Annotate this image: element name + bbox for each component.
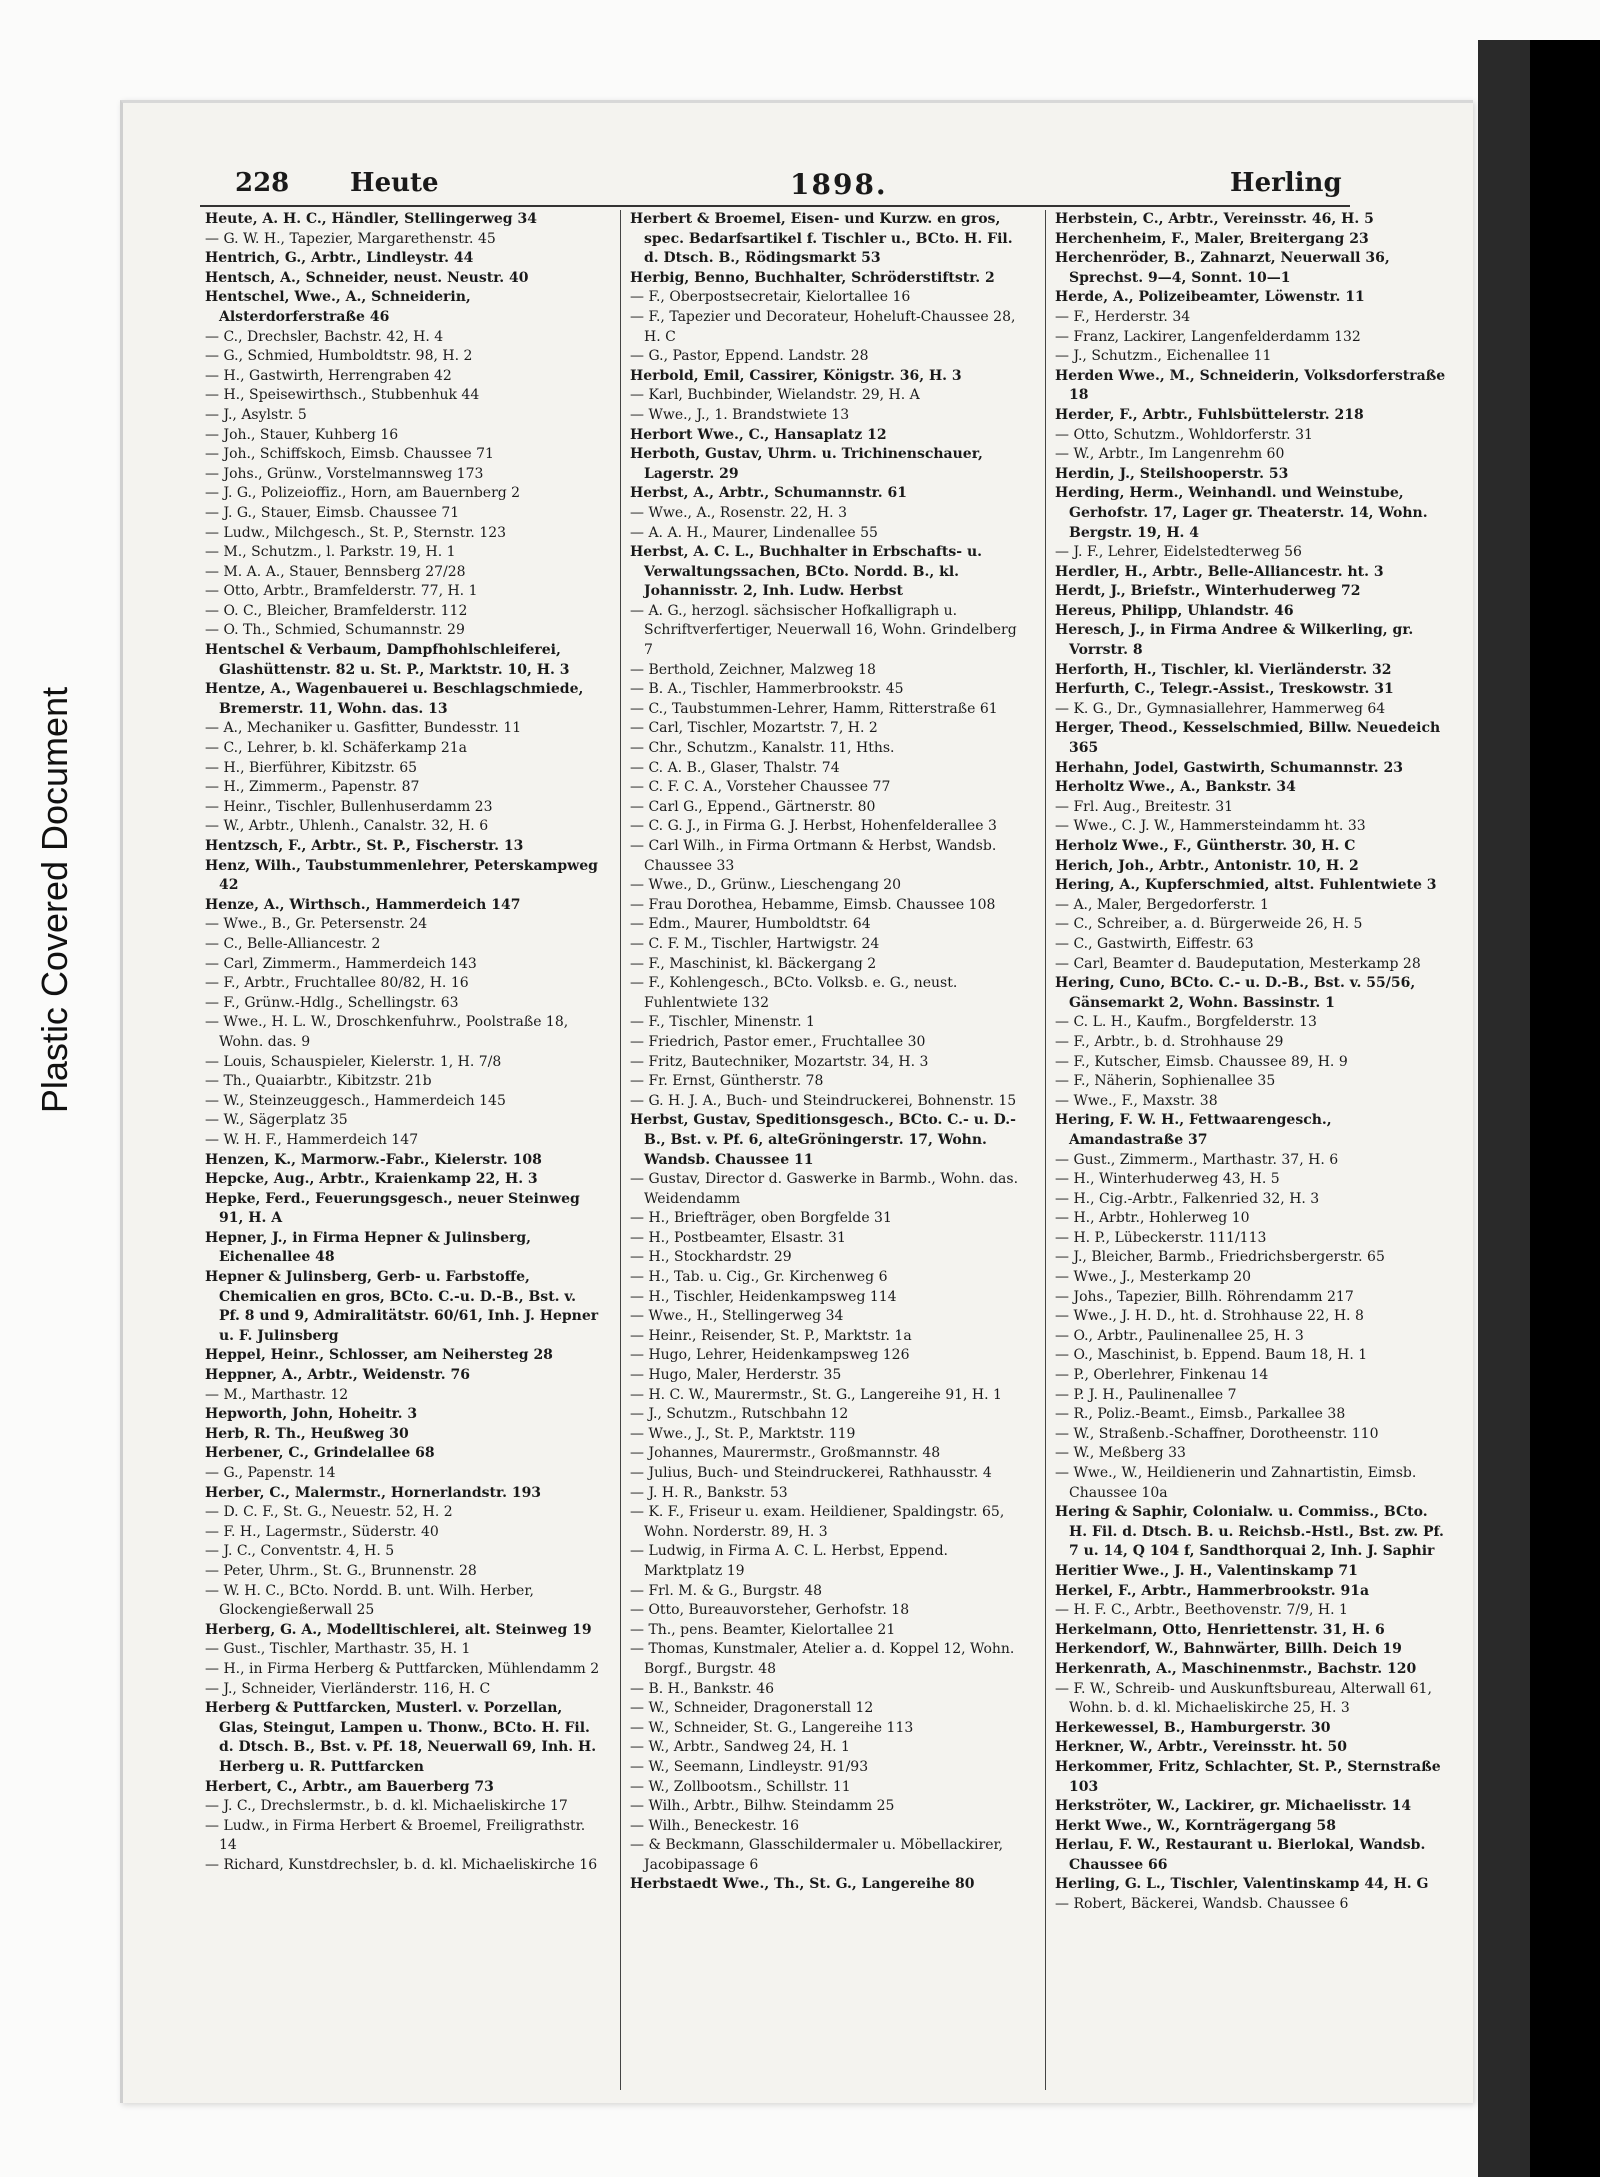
directory-entry: — H., Winterhuderweg 43, H. 5 [1055, 1171, 1280, 1188]
directory-entry: — H., Bierführer, Kibitzstr. 65 [205, 759, 418, 776]
directory-entry: — Ludw., Milchgesch., St. P., Sternstr. 123 [205, 524, 507, 541]
directory-entry: — C., Lehrer, b. kl. Schäferkamp 21a [205, 740, 468, 757]
directory-entry: — Friedrich, Pastor emer., Fruchtallee 30 [630, 1033, 926, 1050]
directory-entry: — Ludwig, in Firma A. C. L. Herbst, Eppend. Marktplatz 19 [630, 1543, 948, 1579]
directory-entry: — K. F., Friseur u. exam. Heildiener, Spaldingstr. 65, Wohn. Norderstr. 89, H. 3 [630, 1504, 1005, 1540]
directory-entry: — Carl G., Eppend., Gärtnerstr. 80 [630, 798, 876, 815]
directory-entry: Heresch, J., in Firma Andree & Wilkerling, gr. Vorrstr. 8 [1055, 622, 1414, 659]
directory-entry: Herlau, F. W., Restaurant u. Bierlokal, Wandsb. Chaussee 66 [1055, 1837, 1426, 1873]
directory-entry: Heppner, A., Arbtr., Weidenstr. 76 [205, 1367, 470, 1384]
directory-entry: Herding, Herm., Weinhandl. und Weinstube, Gerhofstr. 17, Lager gr. Theaterstr. 14, Wohn. Bergstr. 19, H. 4 [1055, 485, 1428, 541]
directory-entry: — M., Marthastr. 12 [205, 1386, 349, 1403]
directory-entry: — F., Arbtr., Fruchtallee 80/82, H. 16 [205, 975, 469, 992]
directory-entry: Herbst, A. C. L., Buchhalter in Erbschafts- u. Verwaltungssachen, BCto. Nordd. B., kl. Johannisstr. 2, Inh. Ludw. Herbst [630, 544, 982, 600]
directory-entry: — G., Schmied, Humboldtstr. 98, H. 2 [205, 348, 473, 365]
directory-entry: Herbst, Gustav, Speditionsgesch., BCto. C.- u. D.-B., Bst. v. Pf. 6, alteGröningerstr. 17, Wohn. Wandsb. Chaussee 11 [630, 1112, 1016, 1168]
directory-entry: — H., Stockhardstr. 29 [630, 1249, 792, 1266]
directory-entry: — Joh., Schiffskoch, Eimsb. Chaussee 71 [205, 446, 494, 463]
directory-entry: — C. F. M., Tischler, Hartwigstr. 24 [630, 935, 880, 952]
directory-entry: — G., Pastor, Eppend. Landstr. 28 [630, 348, 869, 365]
directory-entry: — Fritz, Bautechniker, Mozartstr. 34, H. 3 [630, 1053, 929, 1070]
directory-entry: Herholz Wwe., F., Güntherstr. 30, H. C [1055, 838, 1356, 854]
directory-entry: — M. A. A., Stauer, Bennsberg 27/28 [205, 563, 466, 580]
directory-entry: Hentzsch, F., Arbtr., St. P., Fischerstr. 13 [205, 838, 524, 854]
directory-entry: — Frl. Aug., Breitestr. 31 [1055, 798, 1234, 815]
directory-entry: Herkenrath, A., Maschinenmstr., Bachstr. 120 [1055, 1660, 1417, 1677]
directory-entry: — C., Schreiber, a. d. Bürgerweide 26, H. 5 [1055, 916, 1363, 933]
directory-entry: Hepner, J., in Firma Hepner & Julinsberg, Eichenallee 48 [205, 1229, 532, 1266]
directory-entry: Herling, G. L., Tischler, Valentinskamp 44, H. G [1055, 1876, 1429, 1893]
directory-entry: — Heinr., Tischler, Bullenhuserdamm 23 [205, 798, 493, 815]
directory-entry: Hereus, Philipp, Uhlandstr. 46 [1055, 602, 1294, 619]
directory-entry: — Johs., Grünw., Vorstelmannsweg 173 [205, 465, 484, 482]
directory-entry: — Th., pens. Beamter, Kielortallee 21 [630, 1621, 896, 1638]
directory-entry: Henzen, K., Marmorw.-Fabr., Kielerstr. 108 [205, 1151, 542, 1168]
directory-entry: Hering, A., Kupferschmied, altst. Fuhlentwiete 3 [1055, 877, 1437, 894]
directory-entry: — O., Arbtr., Paulinenallee 25, H. 3 [1055, 1327, 1304, 1344]
directory-entry: — G. W. H., Tapezier, Margarethenstr. 45 [205, 230, 496, 247]
directory-entry: — H. F. C., Arbtr., Beethovenstr. 7/9, H. 1 [1055, 1602, 1348, 1619]
directory-entry: Herde, A., Polizeibeamter, Löwenstr. 11 [1055, 289, 1365, 306]
directory-entry: Hentsch, A., Schneider, neust. Neustr. 40 [205, 269, 529, 286]
directory-entry: — Hugo, Lehrer, Heidenkampsweg 126 [630, 1347, 910, 1364]
directory-entry: — Carl, Beamter d. Baudeputation, Mesterkamp 28 [1055, 955, 1421, 972]
column-divider [620, 210, 621, 2090]
directory-entry: — Fr. Ernst, Güntherstr. 78 [630, 1073, 824, 1090]
directory-entry: — J., Bleicher, Barmb., Friedrichsbergerstr. 65 [1055, 1249, 1385, 1266]
headword-left: Heute [350, 168, 439, 198]
directory-entry: — O. Th., Schmied, Schumannstr. 29 [205, 622, 465, 639]
directory-entry: Herich, Joh., Arbtr., Antonistr. 10, H. 2 [1055, 857, 1359, 874]
directory-entry: Herkt Wwe., W., Kornträgergang 58 [1055, 1817, 1336, 1834]
directory-entry: — W., Arbtr., Im Langenrehm 60 [1055, 446, 1285, 463]
column-divider [1045, 210, 1046, 2090]
directory-entry: Henze, A., Wirthsch., Hammerdeich 147 [205, 896, 521, 913]
directory-entry: — C., Gastwirth, Eiffestr. 63 [1055, 935, 1254, 952]
directory-entry: — Heinr., Reisender, St. P., Marktstr. 1a [630, 1327, 912, 1344]
directory-entry: Hering, Cuno, BCto. C.- u. D.-B., Bst. v. 55/56, Gänsemarkt 2, Wohn. Bassinstr. 1 [1055, 975, 1416, 1011]
directory-entry: — F., Kutscher, Eimsb. Chaussee 89, H. 9 [1055, 1053, 1348, 1070]
directory-entry: — H., in Firma Herberg & Puttfarcken, Mühlendamm 2 [205, 1660, 600, 1677]
directory-entry: — J., Schutzm., Rutschbahn 12 [630, 1406, 849, 1423]
directory-entry: — Wwe., C. J. W., Hammersteindamm ht. 33 [1055, 818, 1366, 835]
directory-entry: Herberg & Puttfarcken, Musterl. v. Porzellan, Glas, Steingut, Lampen u. Thonw., BCto. H. Fil. d. Dtsch. B., Bst. v. Pf. 18, Neuerwall 69, Inh. H. Herberg u. R. Puttfarcken [205, 1700, 597, 1775]
directory-entry: — Wwe., H. L. W., Droschkenfuhrw., Poolstraße 18, Wohn. das. 9 [205, 1014, 569, 1050]
directory-entry: — Carl, Tischler, Mozartstr. 7, H. 2 [630, 720, 878, 737]
directory-entry: Herdin, J., Steilshooperstr. 53 [1055, 465, 1289, 482]
directory-entry: — C., Drechsler, Bachstr. 42, H. 4 [205, 328, 444, 345]
directory-entry: Herchenröder, B., Zahnarzt, Neuerwall 36, Sprechst. 9—4, Sonnt. 10—1 [1055, 250, 1390, 286]
directory-entry: — C. G. J., in Firma G. J. Herbst, Hohenfelderallee 3 [630, 818, 997, 835]
directory-entry: — Wwe., A., Rosenstr. 22, H. 3 [630, 504, 847, 521]
directory-entry: Herchenheim, F., Maler, Breitergang 23 [1055, 230, 1369, 247]
directory-entry: Hentschel & Verbaum, Dampfhohlschleiferei, Glashüttenstr. 82 u. St. P., Marktstr. 10, H. 3 [205, 642, 570, 678]
directory-entry: Herkewessel, B., Hamburgerstr. 30 [1055, 1719, 1331, 1736]
directory-entry: — W., Schneider, St. G., Langereihe 113 [630, 1719, 914, 1736]
directory-entry: — Frl. M. & G., Burgstr. 48 [630, 1582, 823, 1599]
directory-entry: — W., Arbtr., Uhlenh., Canalstr. 32, H. 6 [205, 818, 489, 835]
directory-entry: Hepke, Ferd., Feuerungsgesch., neuer Steinweg 91, H. A [205, 1190, 580, 1227]
directory-entry: — Hugo, Maler, Herderstr. 35 [630, 1367, 842, 1384]
directory-entry: Herkel, F., Arbtr., Hammerbrookstr. 91a [1055, 1582, 1370, 1599]
dark-margin [1530, 40, 1600, 2177]
directory-entry: — J. C., Conventstr. 4, H. 5 [205, 1543, 395, 1560]
directory-entry: — Gust., Tischler, Marthastr. 35, H. 1 [205, 1641, 471, 1658]
directory-entry: — Wwe., W., Heildienerin und Zahnartistin, Eimsb. Chaussee 10a [1055, 1465, 1417, 1501]
directory-entry: Herbig, Benno, Buchhalter, Schröderstiftstr. 2 [630, 269, 995, 286]
directory-entry: Heute, A. H. C., Händler, Stellingerweg 34 [205, 211, 537, 227]
directory-entry: Herbert & Broemel, Eisen- und Kurzw. en gros, spec. Bedarfsartikel f. Tischler u., BCto. H. Fil. d. Dtsch. B., Rödingsmarkt 53 [630, 211, 1013, 267]
directory-entry: — A. G., herzogl. sächsischer Hofkalligraph u. Schriftverfertiger, Neuerwall 16, Wohn. Grindelberg 7 [630, 602, 1017, 659]
directory-entry: Hering & Saphir, Colonialw. u. Commiss., BCto. H. Fil. d. Dtsch. B. u. Reichsb.-Hstl., Bst. zw. Pf. 7 u. 14, Q 104 f, Sandthorquai 2, Inh. J. Saphir [1055, 1504, 1444, 1560]
directory-entry: Herdt, J., Briefstr., Winterhuderweg 72 [1055, 583, 1361, 600]
directory-entry: Herb, R. Th., Heußweg 30 [205, 1425, 409, 1442]
directory-entry: — F., Herderstr. 34 [1055, 308, 1191, 325]
directory-entry: Herkströter, W., Lackirer, gr. Michaelisstr. 14 [1055, 1798, 1412, 1815]
directory-entry: — J. H. R., Bankstr. 53 [630, 1484, 788, 1501]
directory-entry: — H., Arbtr., Hohlerweg 10 [1055, 1210, 1250, 1227]
directory-entry: — H., Tab. u. Cig., Gr. Kirchenweg 6 [630, 1269, 888, 1286]
directory-entry: — Johannes, Maurermstr., Großmannstr. 48 [630, 1445, 941, 1462]
directory-entry: — W., Straßenb.-Schaffner, Dorotheenstr. 110 [1055, 1425, 1379, 1442]
directory-entry: — & Beckmann, Glasschildermaler u. Möbellackirer, Jacobipassage 6 [630, 1837, 1004, 1873]
directory-entry: — J. F., Lehrer, Eidelstedterweg 56 [1055, 544, 1302, 561]
directory-entry: — O., Maschinist, b. Eppend. Baum 18, H. 1 [1055, 1347, 1368, 1364]
directory-entry: — W., Zollbootsm., Schillstr. 11 [630, 1778, 851, 1795]
directory-entry: — Joh., Stauer, Kuhberg 16 [205, 426, 399, 443]
directory-entry: — P., Oberlehrer, Finkenau 14 [1055, 1367, 1269, 1384]
directory-entry: — Richard, Kunstdrechsler, b. d. kl. Michaeliskirche 16 [205, 1856, 598, 1873]
directory-entry: — F., Näherin, Sophienallee 35 [1055, 1073, 1276, 1090]
directory-column-3 [1055, 210, 1450, 2090]
directory-entry: — Gustav, Director d. Gaswerke in Barmb., Wohn. das. Weidendamm [630, 1171, 1019, 1207]
directory-entry: — D. C. F., St. G., Neuestr. 52, H. 2 [205, 1504, 453, 1521]
directory-entry: — W., Arbtr., Sandweg 24, H. 1 [630, 1739, 850, 1756]
directory-entry: — Carl, Zimmerm., Hammerdeich 143 [205, 955, 477, 972]
header-rule [200, 205, 1350, 207]
directory-entry: — A. A. H., Maurer, Lindenallee 55 [630, 524, 878, 541]
directory-entry: — J., Schutzm., Eichenallee 11 [1055, 348, 1272, 365]
directory-entry: — M., Schutzm., l. Parkstr. 19, H. 1 [205, 544, 456, 561]
directory-entry: — Franz, Lackirer, Langenfelderdamm 132 [1055, 328, 1361, 345]
directory-entry: Hentrich, G., Arbtr., Lindleystr. 44 [205, 250, 474, 267]
directory-entry: — Wilh., Beneckestr. 16 [630, 1817, 800, 1834]
directory-entry: Hentschel, Wwe., A., Schneiderin, Alsterdorferstraße 46 [205, 289, 471, 325]
directory-entry: — Otto, Schutzm., Wohldorferstr. 31 [1055, 426, 1313, 443]
directory-entry: — J. C., Drechslermstr., b. d. kl. Michaeliskirche 17 [205, 1798, 568, 1815]
directory-entry: — H., Postbeamter, Elsastr. 31 [630, 1229, 846, 1246]
directory-entry: Herkelmann, Otto, Henriettenstr. 31, H. 6 [1055, 1621, 1385, 1638]
directory-entry: — W., Seemann, Lindleystr. 91/93 [630, 1758, 869, 1775]
directory-entry: — Wwe., J. H. D., ht. d. Strohhause 22, H. 8 [1055, 1308, 1364, 1325]
directory-entry: Herber, C., Malermstr., Hornerlandstr. 193 [205, 1484, 542, 1501]
directory-entry: — Wwe., J., 1. Brandstwiete 13 [630, 406, 850, 423]
plastic-covered-label [20, 620, 90, 1180]
directory-entry: — C., Belle-Alliancestr. 2 [205, 935, 381, 952]
directory-column-2 [630, 210, 1025, 2090]
directory-entry: — B. A., Tischler, Hammerbrookstr. 45 [630, 681, 904, 698]
directory-entry: — F., Grünw.-Hdlg., Schellingstr. 63 [205, 994, 459, 1011]
directory-entry: Herbold, Emil, Cassirer, Königstr. 36, H. 3 [630, 367, 962, 384]
directory-entry: — G. H. J. A., Buch- und Steindruckerei, Bohnenstr. 15 [630, 1092, 1017, 1109]
directory-entry: — Wwe., J., St. P., Marktstr. 119 [630, 1425, 856, 1442]
directory-entry: Herboth, Gustav, Uhrm. u. Trichinenschauer, Lagerstr. 29 [630, 446, 983, 482]
headword-right: Herling [1230, 168, 1342, 198]
directory-entry: — Edm., Maurer, Humboldtstr. 64 [630, 916, 871, 933]
directory-entry: Hepner & Julinsberg, Gerb- u. Farbstoffe, Chemicalien en gros, BCto. C.-u. D.-B., Bst. v. Pf. 8 und 9, Admiralitätstr. 60/61, Inh. J. Hepner u. F. Julinsberg [205, 1269, 599, 1344]
directory-entry: — Th., Quaiarbtr., Kibitzstr. 21b [205, 1073, 432, 1090]
directory-entry: — J., Schneider, Vierländerstr. 116, H. C [205, 1680, 491, 1697]
directory-entry: — Gust., Zimmerm., Marthastr. 37, H. 6 [1055, 1151, 1339, 1168]
directory-entry: — W., Schneider, Dragonerstall 12 [630, 1700, 874, 1717]
directory-entry: — Wwe., F., Maxstr. 38 [1055, 1092, 1218, 1109]
directory-entry: Herbst, A., Arbtr., Schumannstr. 61 [630, 485, 907, 502]
directory-entry: Herden Wwe., M., Schneiderin, Volksdorferstraße 18 [1055, 367, 1446, 404]
directory-entry: — Louis, Schauspieler, Kielerstr. 1, H. 7/8 [205, 1053, 502, 1070]
directory-entry: — Otto, Arbtr., Bramfelderstr. 77, H. 1 [205, 583, 478, 600]
directory-entry: — W., Meßberg 33 [1055, 1445, 1186, 1462]
directory-entry: — H., Speisewirthsch., Stubbenhuk 44 [205, 387, 480, 404]
directory-entry: — Karl, Buchbinder, Wielandstr. 29, H. A [630, 387, 920, 404]
page-number: 228 [235, 168, 290, 198]
directory-entry: — F., Arbtr., b. d. Strohhause 29 [1055, 1033, 1284, 1050]
directory-entry: Herfurth, C., Telegr.-Assist., Treskowstr. 31 [1055, 681, 1394, 698]
directory-entry: Hering, F. W. H., Fettwaarengesch., Amandastraße 37 [1055, 1112, 1332, 1148]
side-label-text: Plastic Covered Document [34, 686, 75, 1114]
directory-entry: Herbstein, C., Arbtr., Vereinsstr. 46, H. 5 [1055, 211, 1374, 227]
directory-entry: — W. H. C., BCto. Nordd. B. unt. Wilh. Herber, Glockengießerwall 25 [205, 1582, 534, 1619]
directory-entry: — W., Steinzeuggesch., Hammerdeich 145 [205, 1092, 506, 1109]
directory-entry: — J. G., Polizeioffiz., Horn, am Bauernberg 2 [205, 485, 521, 502]
directory-entry: — C., Taubstummen-Lehrer, Hamm, Ritterstraße 61 [630, 700, 998, 717]
directory-entry: — F., Maschinist, kl. Bäckergang 2 [630, 955, 877, 972]
directory-entry: Herberg, G. A., Modelltischlerei, alt. Steinweg 19 [205, 1621, 592, 1638]
directory-entry: — H. C. W., Maurermstr., St. G., Langereihe 91, H. 1 [630, 1386, 1002, 1403]
directory-entry: — Peter, Uhrm., St. G., Brunnenstr. 28 [205, 1562, 477, 1579]
directory-entry: — A., Maler, Bergedorferstr. 1 [1055, 896, 1269, 913]
directory-entry: — B. H., Bankstr. 46 [630, 1680, 775, 1697]
directory-entry: — F., Tapezier und Decorateur, Hoheluft-Chaussee 28, H. C [630, 308, 1016, 345]
directory-entry: Herholtz Wwe., A., Bankstr. 34 [1055, 779, 1296, 796]
directory-entry: — W. H. F., Hammerdeich 147 [205, 1131, 419, 1148]
directory-entry: — F. W., Schreib- und Auskunftsbureau, Alterwall 61, Wohn. b. d. kl. Michaeliskirche 25, H. 3 [1055, 1680, 1432, 1717]
directory-entry: — Wwe., B., Gr. Petersenstr. 24 [205, 916, 428, 933]
directory-entry: — Robert, Bäckerei, Wandsb. Chaussee 6 [1055, 1896, 1349, 1913]
directory-entry: — Julius, Buch- und Steindruckerei, Rathhausstr. 4 [630, 1465, 992, 1481]
directory-entry: — H., Tischler, Heidenkampsweg 114 [630, 1288, 897, 1305]
directory-entry: — Chr., Schutzm., Kanalstr. 11, Hths. [630, 740, 895, 757]
directory-entry: — J. G., Stauer, Eimsb. Chaussee 71 [205, 504, 460, 521]
directory-entry: — Berthold, Zeichner, Malzweg 18 [630, 661, 876, 678]
directory-entry: Heppel, Heinr., Schlosser, am Neihersteg 28 [205, 1347, 553, 1364]
directory-entry: — H., Cig.-Arbtr., Falkenried 32, H. 3 [1055, 1190, 1320, 1207]
directory-entry: — Wilh., Arbtr., Bilhw. Steindamm 25 [630, 1798, 895, 1815]
directory-entry: Herger, Theod., Kesselschmied, Billw. Neuedeich 365 [1055, 720, 1441, 757]
directory-entry: — Wwe., D., Grünw., Lieschengang 20 [630, 877, 902, 894]
directory-entry: — Thomas, Kunstmaler, Atelier a. d. Koppel 12, Wohn. Borgf., Burgstr. 48 [630, 1641, 1015, 1677]
directory-entry: — Ludw., in Firma Herbert & Broemel, Freiligrathstr. 14 [205, 1817, 586, 1854]
directory-entry: — Otto, Bureauvorsteher, Gerhofstr. 18 [630, 1602, 910, 1619]
directory-entry: Herbener, C., Grindelallee 68 [205, 1445, 435, 1462]
directory-entry: — J., Asylstr. 5 [205, 406, 307, 423]
year-heading: 1898. [790, 168, 888, 201]
directory-entry: Hepworth, John, Hoheitr. 3 [205, 1406, 418, 1423]
directory-entry: — Wwe., J., Mesterkamp 20 [1055, 1269, 1252, 1286]
directory-entry: — Johs., Tapezier, Billh. Röhrendamm 217 [1055, 1288, 1354, 1305]
directory-entry: — R., Poliz.-Beamt., Eimsb., Parkallee 38 [1055, 1406, 1346, 1423]
directory-entry: — Wwe., H., Stellingerweg 34 [630, 1308, 844, 1325]
directory-entry: — W., Sägerplatz 35 [205, 1112, 348, 1129]
directory-column-1 [205, 210, 600, 2090]
directory-entry: — Carl Wilh., in Firma Ortmann & Herbst, Wandsb. Chaussee 33 [630, 838, 997, 874]
directory-entry: — H., Briefträger, oben Borgfelde 31 [630, 1210, 892, 1227]
directory-entry: — O. C., Bleicher, Bramfelderstr. 112 [205, 602, 468, 619]
directory-entry: — H. P., Lübeckerstr. 111/113 [1055, 1229, 1267, 1246]
directory-entry: Herbort Wwe., C., Hansaplatz 12 [630, 426, 887, 443]
directory-entry: — F., Kohlengesch., BCto. Volksb. e. G., neust. Fuhlentwiete 132 [630, 975, 958, 1011]
directory-entry: — F., Oberpostsecretair, Kielortallee 16 [630, 289, 911, 306]
directory-entry: — C. L. H., Kaufm., Borgfelderstr. 13 [1055, 1014, 1317, 1031]
directory-entry: Heritier Wwe., J. H., Valentinskamp 71 [1055, 1562, 1358, 1579]
directory-entry: — Frau Dorothea, Hebamme, Eimsb. Chaussee 108 [630, 896, 996, 913]
directory-entry: Henz, Wilh., Taubstummenlehrer, Peterskampweg 42 [205, 857, 598, 894]
directory-entry: Herbert, C., Arbtr., am Bauerberg 73 [205, 1778, 494, 1795]
directory-entry: — H., Gastwirth, Herrengraben 42 [205, 367, 452, 384]
directory-entry: — H., Zimmerm., Papenstr. 87 [205, 779, 420, 796]
directory-entry: Herkommer, Fritz, Schlachter, St. P., Sternstraße 103 [1055, 1758, 1441, 1795]
directory-entry: Herdler, H., Arbtr., Belle-Alliancestr. ht. 3 [1055, 563, 1384, 580]
directory-entry: Herder, F., Arbtr., Fuhlsbüttelerstr. 218 [1055, 406, 1364, 423]
directory-entry: Herbstaedt Wwe., Th., St. G., Langereihe 80 [630, 1876, 975, 1893]
directory-entry: — A., Mechaniker u. Gasfitter, Bundesstr. 11 [205, 720, 522, 737]
directory-entry: Herhahn, Jodel, Gastwirth, Schumannstr. 23 [1055, 759, 1404, 776]
directory-entry: — G., Papenstr. 14 [205, 1465, 336, 1481]
directory-entry: Hentze, A., Wagenbauerei u. Beschlagschmiede, Bremerstr. 11, Wohn. das. 13 [205, 681, 584, 717]
directory-entry: — C. F. C. A., Vorsteher Chaussee 77 [630, 779, 891, 796]
directory-entry: Herforth, H., Tischler, kl. Vierländerstr. 32 [1055, 661, 1392, 678]
directory-entry: Hepcke, Aug., Arbtr., Kraienkamp 22, H. 3 [205, 1171, 538, 1188]
directory-entry: Herkendorf, W., Bahnwärter, Billh. Deich 19 [1055, 1641, 1402, 1658]
directory-entry: — K. G., Dr., Gymnasiallehrer, Hammerweg 64 [1055, 700, 1386, 717]
directory-entry: — P. J. H., Paulinenallee 7 [1055, 1386, 1237, 1403]
directory-entry: — F. H., Lagermstr., Süderstr. 40 [205, 1523, 439, 1540]
directory-entry: — C. A. B., Glaser, Thalstr. 74 [630, 759, 840, 776]
directory-entry: Herkner, W., Arbtr., Vereinsstr. ht. 50 [1055, 1739, 1347, 1756]
directory-entry: — F., Tischler, Minenstr. 1 [630, 1014, 815, 1031]
